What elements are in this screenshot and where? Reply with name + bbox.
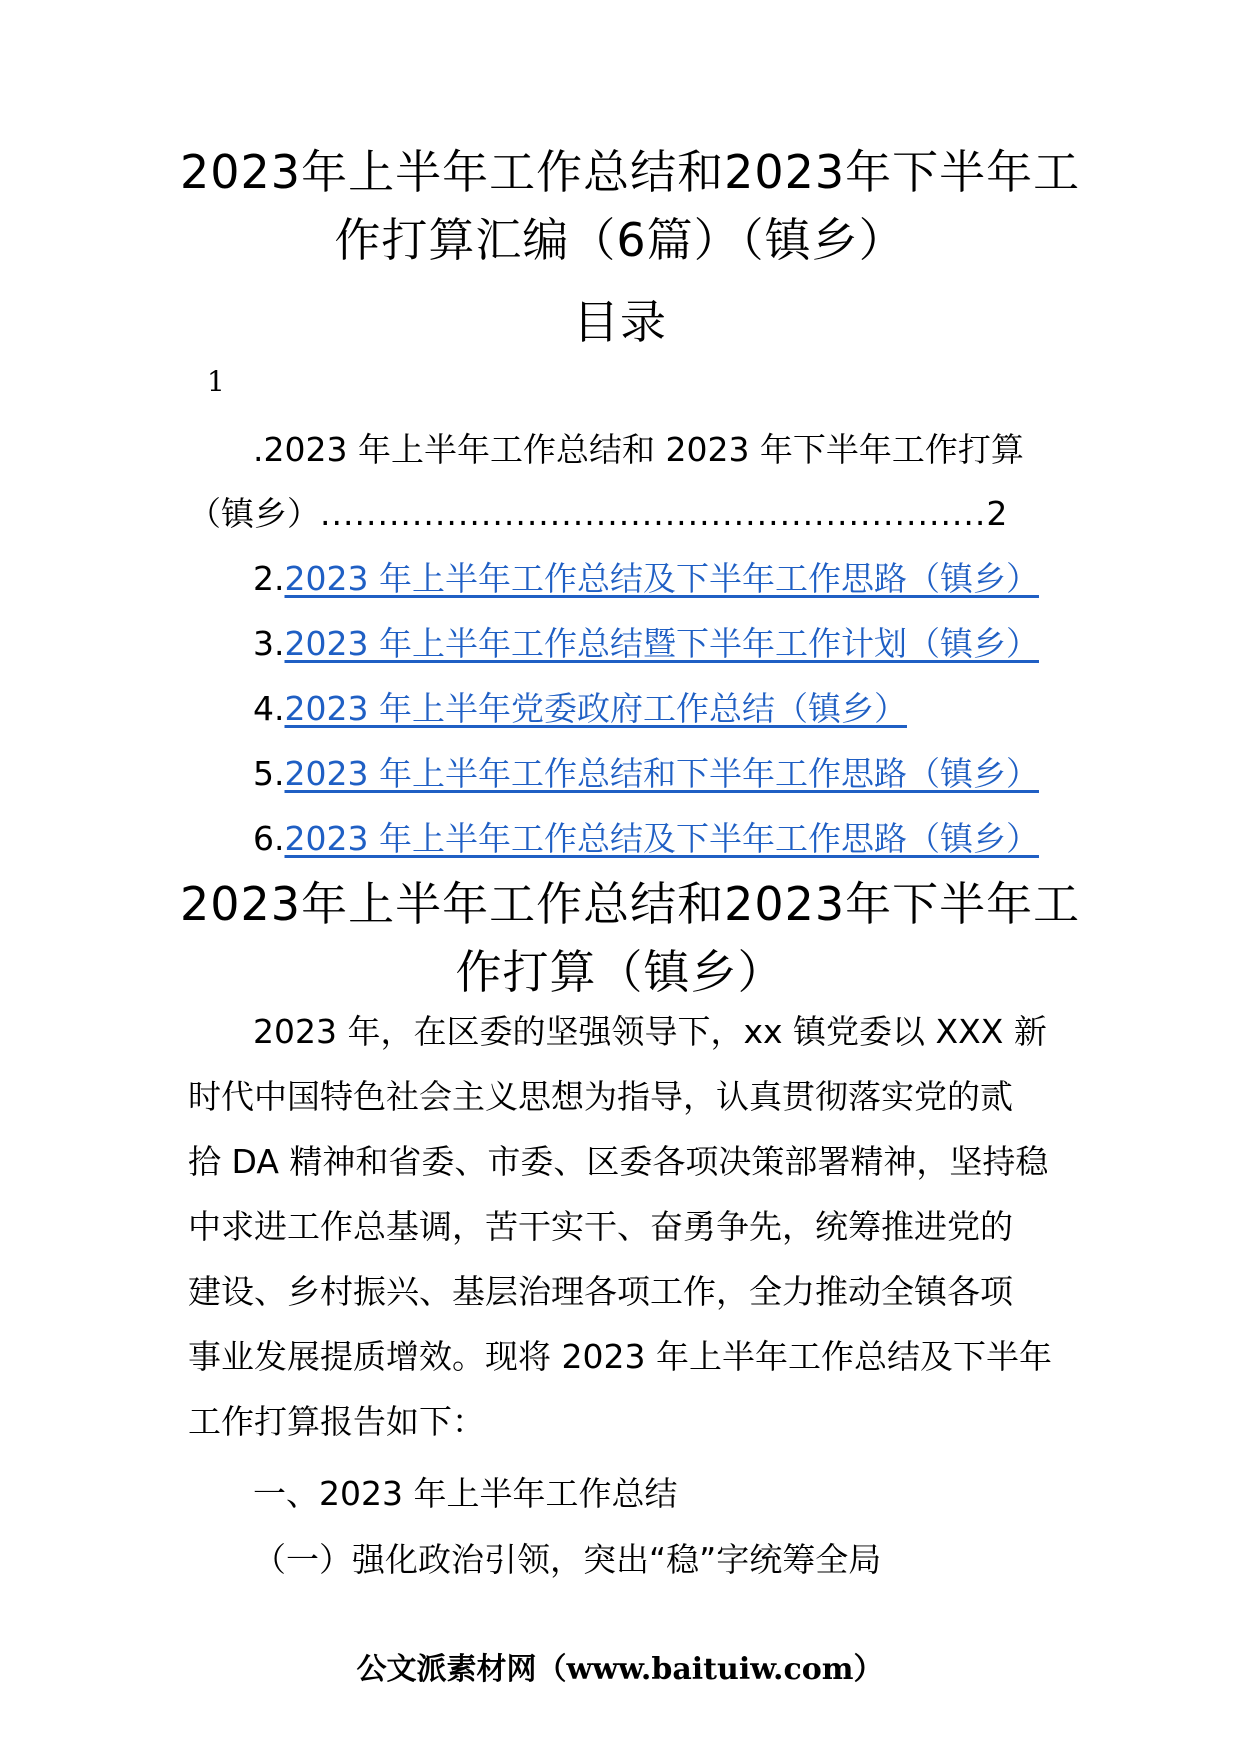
- toc-item-5: [253, 754, 1039, 794]
- toc-link-4[interactable]: 2023 年上半年党委政府工作总结（镇乡）: [284, 689, 907, 728]
- toc-item-1-label: （镇乡）: [188, 494, 320, 533]
- toc-item-6: [253, 819, 1039, 859]
- toc-item-2: [253, 559, 1039, 599]
- document-title-line-1: 2023年上半年工作总结和2023年下半年工: [180, 145, 1081, 199]
- paragraph-line-7: 工作打算报告如下：: [188, 1402, 485, 1441]
- footer-watermark: 公文派素材网（www.baituiw.com）: [356, 1652, 884, 1687]
- toc-heading: 目录: [573, 295, 667, 349]
- paragraph-line-1: 2023 年，在区委的坚强领导下，xx 镇党委以 XXX 新: [253, 1012, 1047, 1051]
- paragraph-line-2: 时代中国特色社会主义思想为指导，认真贯彻落实党的贰: [188, 1077, 1013, 1116]
- article-title-line-1: 2023年上半年工作总结和2023年下半年工: [180, 877, 1081, 931]
- toc-item-number: 2.: [253, 559, 285, 598]
- toc-item-number: 3.: [253, 624, 285, 663]
- section-heading-1: 一、2023 年上半年工作总结: [253, 1474, 678, 1513]
- paragraph-line-6: 事业发展提质增效。现将 2023 年上半年工作总结及下半年: [188, 1337, 1052, 1376]
- toc-item-4: [253, 689, 907, 729]
- subsection-heading-1: （一）强化政治引领，突出“稳”字统筹全局: [253, 1540, 882, 1579]
- toc-item-1-line-1: .2023 年上半年工作总结和 2023 年下半年工作打算: [253, 430, 1024, 469]
- toc-item-number: 5.: [253, 754, 285, 793]
- toc-link-6[interactable]: 2023 年上半年工作总结及下半年工作思路（镇乡）: [284, 819, 1039, 858]
- toc-link-2[interactable]: 2023 年上半年工作总结及下半年工作思路（镇乡）: [284, 559, 1039, 598]
- toc-item-number: 4.: [253, 689, 285, 728]
- toc-item-1-line-2: [188, 494, 1046, 534]
- toc-link-5[interactable]: 2023 年上半年工作总结和下半年工作思路（镇乡）: [284, 754, 1039, 793]
- document-title-line-2: 作打算汇编（6篇）（镇乡）: [334, 213, 906, 267]
- article-title-line-2: 作打算（镇乡）: [455, 945, 785, 999]
- paragraph-line-5: 建设、乡村振兴、基层治理各项工作，全力推动全镇各项: [188, 1272, 1013, 1311]
- toc-link-3[interactable]: 2023 年上半年工作总结暨下半年工作计划（镇乡）: [284, 624, 1039, 663]
- toc-leader-dots: ..........................................................: [320, 494, 987, 533]
- page-marker: 1: [207, 365, 225, 398]
- paragraph-line-3: 拾 DA 精神和省委、市委、区委各项决策部署精神，坚持稳: [188, 1142, 1049, 1181]
- toc-item-1-page: 2: [986, 494, 1008, 533]
- toc-item-3: [253, 624, 1039, 664]
- toc-item-number: 6.: [253, 819, 285, 858]
- paragraph-line-4: 中求进工作总基调，苦干实干、奋勇争先，统筹推进党的: [188, 1207, 1013, 1246]
